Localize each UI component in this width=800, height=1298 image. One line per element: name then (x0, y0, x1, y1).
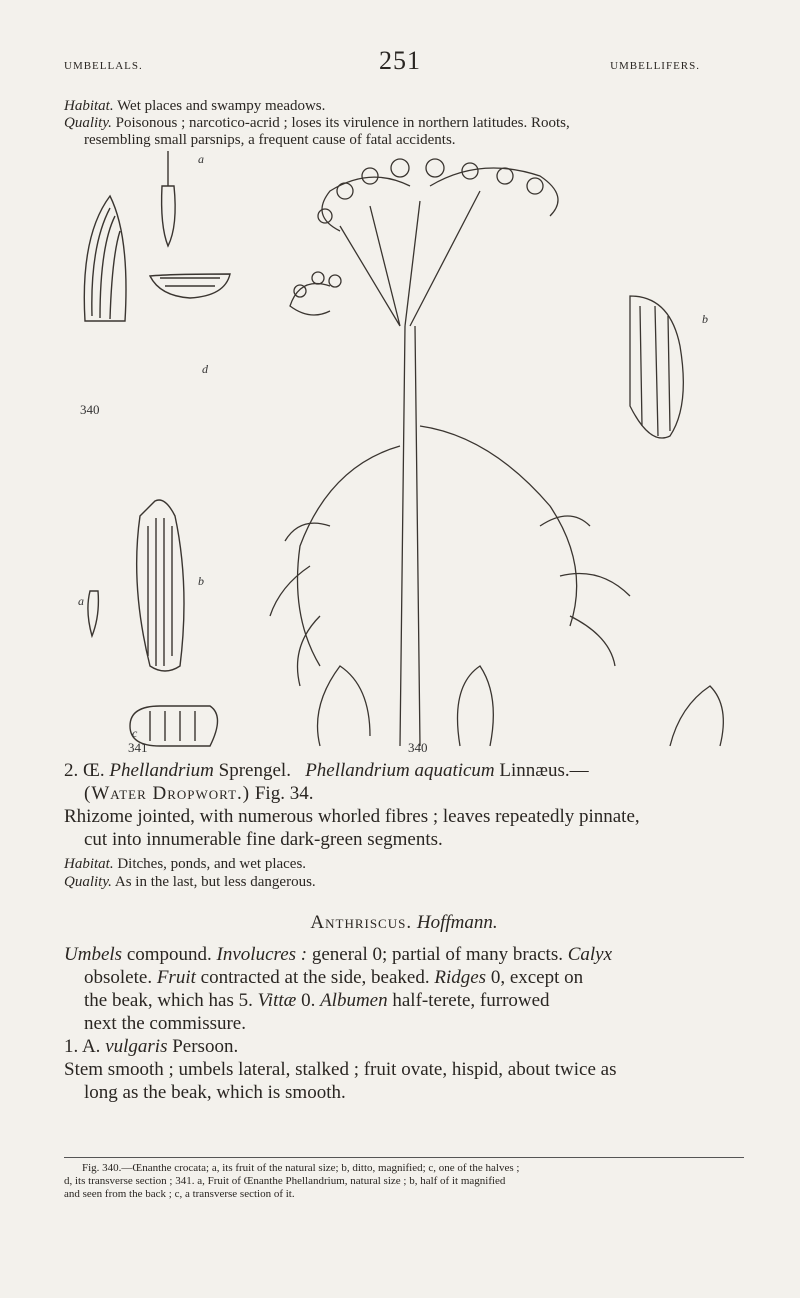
leaf-left (298, 446, 401, 666)
phellandrium-quality (64, 874, 744, 891)
phellandrium-desc-2: cut into innumerable fine dark-green segments. (84, 829, 443, 850)
fig-label-a-mid: a (78, 594, 84, 608)
vulgaris-name: vulgaris (105, 1036, 168, 1057)
top-quality (64, 115, 744, 132)
genus-heading: Anthriscus. (310, 912, 413, 933)
stem (400, 326, 420, 746)
anthriscus-p1 (64, 944, 744, 966)
vulgaris-desc-1: Stem smooth ; umbels lateral, stalked ; fruit ovate, hispid, about twice as (64, 1059, 617, 1080)
fig-label-b-right: b (702, 312, 708, 326)
term-ridges: Ridges (434, 967, 487, 988)
habitat-text: Wet places and swampy meadows. (117, 98, 326, 114)
common-name: (Water Dropwort.) (84, 783, 251, 804)
botanical-illustration (70, 146, 750, 756)
genus-author: Hoffmann. (416, 912, 498, 933)
fig-num-341: 341 (128, 740, 148, 755)
term-fruit: Fruit (156, 967, 196, 988)
footnote (64, 1162, 744, 1201)
text-p1b: general 0; partial of many bracts. (311, 944, 563, 965)
fig-num-340-left: 340 (80, 402, 100, 417)
anthriscus-p2 (64, 967, 764, 989)
header-left: UMBELLALS. (64, 60, 143, 72)
fruit-half-left (84, 196, 126, 321)
term-albumen: Albumen (320, 990, 388, 1011)
vulgaris-author: Persoon. (172, 1036, 239, 1057)
text-p2b: contracted at the side, beaked. (200, 967, 430, 988)
umbel-top (322, 177, 410, 231)
species-number: 2. Œ. (64, 760, 105, 781)
species-synonym: Phellandrium aquaticum (305, 760, 495, 781)
fruit-magnified-b (137, 500, 184, 671)
fig-label-d: d (202, 362, 208, 376)
species-author: Sprengel. (218, 760, 291, 781)
fruit-natural-a (88, 591, 98, 636)
species-vulgaris (64, 1036, 744, 1058)
header-right: UMBELLIFERS. (610, 60, 700, 72)
footnote-line-1: Fig. 340.—Œnanthe crocata; a, its fruit of the natural size; b, ditto, magnified; c, one of the halves ; (82, 1162, 520, 1174)
term-umbels: Umbels (64, 944, 123, 965)
term-vittae: Vittæ (257, 990, 297, 1011)
footnote-rule (64, 1157, 744, 1158)
term-calyx: Calyx (567, 944, 613, 965)
top-habitat (64, 98, 744, 115)
anthriscus-p3 (64, 990, 764, 1012)
phellandrium-habitat (64, 856, 744, 873)
fig-ref: Fig. 34. (254, 783, 314, 804)
anthriscus-p4: next the commissure. (84, 1013, 246, 1034)
habitat-label-2: Habitat. (64, 856, 114, 872)
footnote-line-3: and seen from the back ; c, a transverse section of it. (64, 1188, 295, 1200)
text-p1a: compound. (126, 944, 212, 965)
term-involucres: Involucres : (216, 944, 308, 965)
vulgaris-number: 1. A. (64, 1036, 101, 1057)
footnote-line-2: d, its transverse section ; 341. a, Fruit of Œnanthe Phellandrium, natural size ; b, half of it magnified (64, 1175, 506, 1187)
quality-label: Quality. (64, 115, 112, 131)
phellandrium-desc-1: Rhizome jointed, with numerous whorled fibres ; leaves repeatedly pinnate, (64, 806, 640, 827)
phellandrium-line2 (64, 783, 764, 805)
text-p2c: 0, except on (490, 967, 584, 988)
text-p3c: half-terete, furrowed (392, 990, 550, 1011)
habitat-text-2: Ditches, ponds, and wet places. (117, 856, 307, 872)
text-p3b: 0. (301, 990, 316, 1011)
vulgaris-desc-2: long as the beak, which is smooth. (84, 1082, 346, 1103)
fig-label-c: c (132, 726, 138, 740)
quality-label-2: Quality. (64, 874, 112, 890)
quality-text-1: Poisonous ; narcotico-acrid ; loses its virulence in northern latitudes. Roots, (115, 115, 570, 131)
fig-label-a-top: a (198, 152, 204, 166)
phellandrium-line1 (64, 760, 744, 782)
umbel-side (290, 284, 330, 316)
quality-text-2: resembling small parsnips, a frequent cause of fatal accidents. (84, 132, 456, 148)
fig-num-340-main: 340 (408, 740, 428, 755)
habitat-label: Habitat. (64, 98, 114, 114)
running-header (0, 46, 800, 80)
species-genus: Phellandrium (109, 760, 214, 781)
leaf-right (420, 426, 577, 626)
fruit-small-a (162, 151, 176, 246)
text-p2a: obsolete. (84, 967, 153, 988)
text-p3a: the beak, which has 5. (84, 990, 253, 1011)
page-number: 251 (379, 46, 421, 75)
quality-text-3: As in the last, but less dangerous. (114, 874, 316, 890)
fig-label-b-left: b (198, 574, 204, 588)
synonym-author: Linnæus.— (499, 760, 589, 781)
anthriscus-heading (64, 912, 744, 934)
plant-engraving (70, 146, 750, 756)
